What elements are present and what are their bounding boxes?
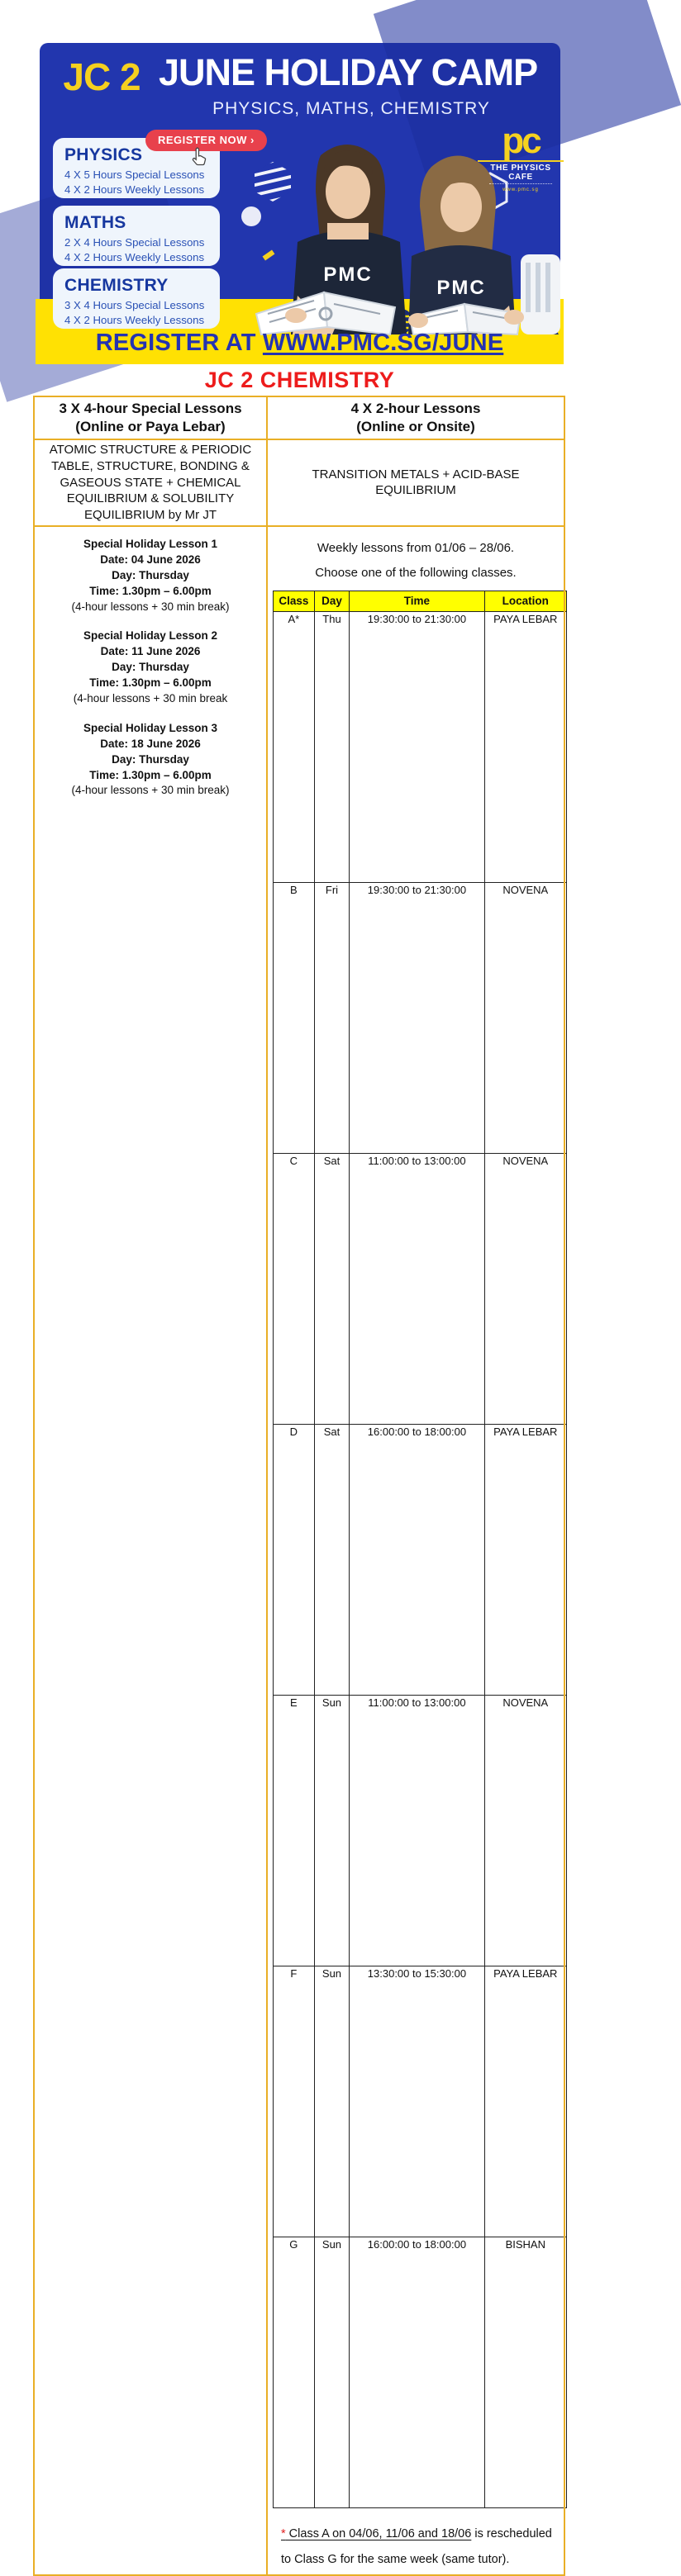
chair-back (521, 254, 560, 334)
lesson-time: Time: 1.30pm – 6.00pm (89, 768, 212, 781)
table-row (274, 1966, 567, 2237)
time-cell: 11:00:00 to 13:00:00 (350, 1695, 484, 1966)
subject-line: 4 X 2 Hours Weekly Lessons (64, 314, 205, 327)
hexagon-stripe-icon (248, 155, 298, 206)
details-row (34, 526, 564, 2575)
lesson-title: Special Holiday Lesson 3 (83, 721, 218, 734)
cursor-hand-icon (188, 146, 210, 168)
class-table-header-row (274, 591, 567, 611)
day-cell: Sun (314, 2237, 350, 2507)
footnote-asterisk: * (281, 2526, 286, 2540)
left-column-header (34, 396, 267, 439)
location-cell: PAYA LEBAR (484, 1424, 566, 1695)
pmc-logo-name: THE PHYSICS CAFE (478, 160, 564, 182)
subject-name: PHYSICS (64, 145, 143, 164)
day-col-header: Day (314, 591, 350, 611)
day-cell: Thu (314, 611, 350, 882)
weekly-lessons-line: Weekly lessons from 01/06 – 28/06. (317, 540, 515, 555)
lesson-date: Date: 11 June 2026 (100, 645, 201, 658)
subject-line: 2 X 4 Hours Special Lessons (64, 236, 205, 249)
special-lesson-1 (40, 537, 261, 614)
class-cell: D (274, 1424, 315, 1695)
location-cell: NOVENA (484, 1153, 566, 1424)
lesson-time: Time: 1.30pm – 6.00pm (89, 676, 212, 690)
special-lesson-3 (40, 721, 261, 799)
hand (408, 313, 428, 328)
footnote-classes: Class A on 04/06, 11/06 and 18/06 (285, 2526, 472, 2540)
right-header-line1: 4 X 2-hour Lessons (350, 400, 481, 416)
day-cell: Fri (314, 882, 350, 1153)
register-line (36, 330, 564, 357)
table-row (274, 1424, 567, 1695)
chemistry-schedule-table (33, 396, 565, 2576)
time-cell: 16:00:00 to 18:00:00 (350, 1424, 484, 1695)
lesson-day: Day: Thursday (112, 661, 189, 674)
right-header-line2: (Online or Onsite) (356, 419, 475, 434)
day-cell: Sat (314, 1153, 350, 1424)
pmc-logo-initials: pc (502, 121, 540, 161)
hand (285, 308, 307, 323)
class-options-table (273, 591, 567, 2508)
location-cell: BISHAN (484, 2237, 566, 2507)
location-col-header: Location (484, 591, 566, 611)
topics-row (34, 439, 564, 526)
footnote-rest: is rescheduled to Class G for the same week (same tutor). (281, 2526, 552, 2567)
subject-line: 4 X 2 Hours Weekly Lessons (64, 183, 205, 197)
class-cell: A* (274, 611, 315, 882)
pmc-logo (478, 121, 564, 192)
dot-decoration (241, 206, 261, 226)
pmc-shirt-text: PMC (323, 263, 373, 286)
lesson-note: (4-hour lessons + 30 min break) (71, 600, 230, 613)
lesson-title: Special Holiday Lesson 1 (83, 537, 218, 550)
special-lessons-cell (34, 526, 267, 2575)
time-cell: 19:30:00 to 21:30:00 (350, 611, 484, 882)
choose-class-line: Choose one of the following classes. (315, 565, 517, 580)
reschedule-footnote (281, 2521, 554, 2573)
class-cell: B (274, 882, 315, 1153)
table-row (274, 1695, 567, 1966)
subject-name: MATHS (64, 213, 126, 232)
time-cell: 11:00:00 to 13:00:00 (350, 1153, 484, 1424)
day-cell: Sun (314, 1966, 350, 2237)
lesson-date: Date: 18 June 2026 (100, 737, 201, 750)
subject-name: CHEMISTRY (64, 276, 169, 295)
class-cell: E (274, 1695, 315, 1966)
class-cell: C (274, 1153, 315, 1424)
lesson-note: (4-hour lessons + 30 min break (73, 692, 228, 704)
weekly-lessons-cell (267, 526, 564, 2575)
day-cell: Sun (314, 1695, 350, 1966)
table-row (274, 611, 567, 882)
register-now-button[interactable]: REGISTER NOW › (145, 130, 267, 151)
tick-decoration (263, 250, 275, 261)
banner-subtitle: PHYSICS, MATHS, CHEMISTRY (212, 99, 490, 118)
subject-line: 4 X 2 Hours Weekly Lessons (64, 251, 205, 264)
subject-card-maths (53, 206, 220, 266)
class-cell: G (274, 2237, 315, 2507)
hand (504, 310, 524, 325)
lesson-date: Date: 04 June 2026 (100, 553, 201, 566)
banner-title: JUNE HOLIDAY CAMP (159, 51, 538, 93)
lesson-day: Day: Thursday (112, 752, 189, 766)
lesson-day: Day: Thursday (112, 568, 189, 581)
location-cell: NOVENA (484, 882, 566, 1153)
day-cell: Sat (314, 1424, 350, 1695)
subject-line: 4 X 5 Hours Special Lessons (64, 168, 205, 181)
right-topics: TRANSITION METALS + ACID-BASE EQUILIBRIUM (267, 439, 564, 526)
table-header-row (34, 396, 564, 439)
register-url-link[interactable]: WWW.PMC.SG/JUNE (262, 330, 504, 356)
time-cell: 13:30:00 to 15:30:00 (350, 1966, 484, 2237)
section-title: JC 2 CHEMISTRY (204, 368, 395, 392)
left-header-line2: (Online or Paya Lebar) (75, 419, 226, 434)
pmc-logo-subjects-line (489, 183, 552, 187)
register-prefix: REGISTER AT (95, 330, 263, 356)
left-header-line1: 3 X 4-hour Special Lessons (59, 400, 242, 416)
location-cell: PAYA LEBAR (484, 611, 566, 882)
table-row (274, 882, 567, 1153)
subject-line: 3 X 4 Hours Special Lessons (64, 299, 205, 311)
class-cell: F (274, 1966, 315, 2237)
table-row (274, 1153, 567, 1424)
grade-label: JC 2 (63, 55, 140, 98)
lesson-title: Special Holiday Lesson 2 (83, 629, 218, 643)
time-col-header: Time (350, 591, 484, 611)
right-column-header (267, 396, 564, 439)
pmc-logo-website: www.pmc.sg (502, 187, 539, 192)
time-cell: 19:30:00 to 21:30:00 (350, 882, 484, 1153)
location-cell: NOVENA (484, 1695, 566, 1966)
subject-card-chemistry (53, 268, 220, 329)
time-cell: 16:00:00 to 18:00:00 (350, 2237, 484, 2507)
pmc-shirt-text: PMC (436, 277, 486, 299)
table-row (274, 2237, 567, 2507)
footnote-underlined-part (281, 2527, 471, 2540)
lesson-note: (4-hour lessons + 30 min break) (71, 784, 230, 797)
class-col-header: Class (274, 591, 315, 611)
location-cell: PAYA LEBAR (484, 1966, 566, 2237)
left-topics: ATOMIC STRUCTURE & PERIODIC TABLE, STRUCTURE, BONDING & GASEOUS STATE + CHEMICAL EQUILIBRIUM & SOLUBILITY EQUILIBRIUM by Mr JT (34, 439, 267, 526)
special-lesson-2 (40, 629, 261, 706)
lesson-time: Time: 1.30pm – 6.00pm (89, 584, 212, 597)
